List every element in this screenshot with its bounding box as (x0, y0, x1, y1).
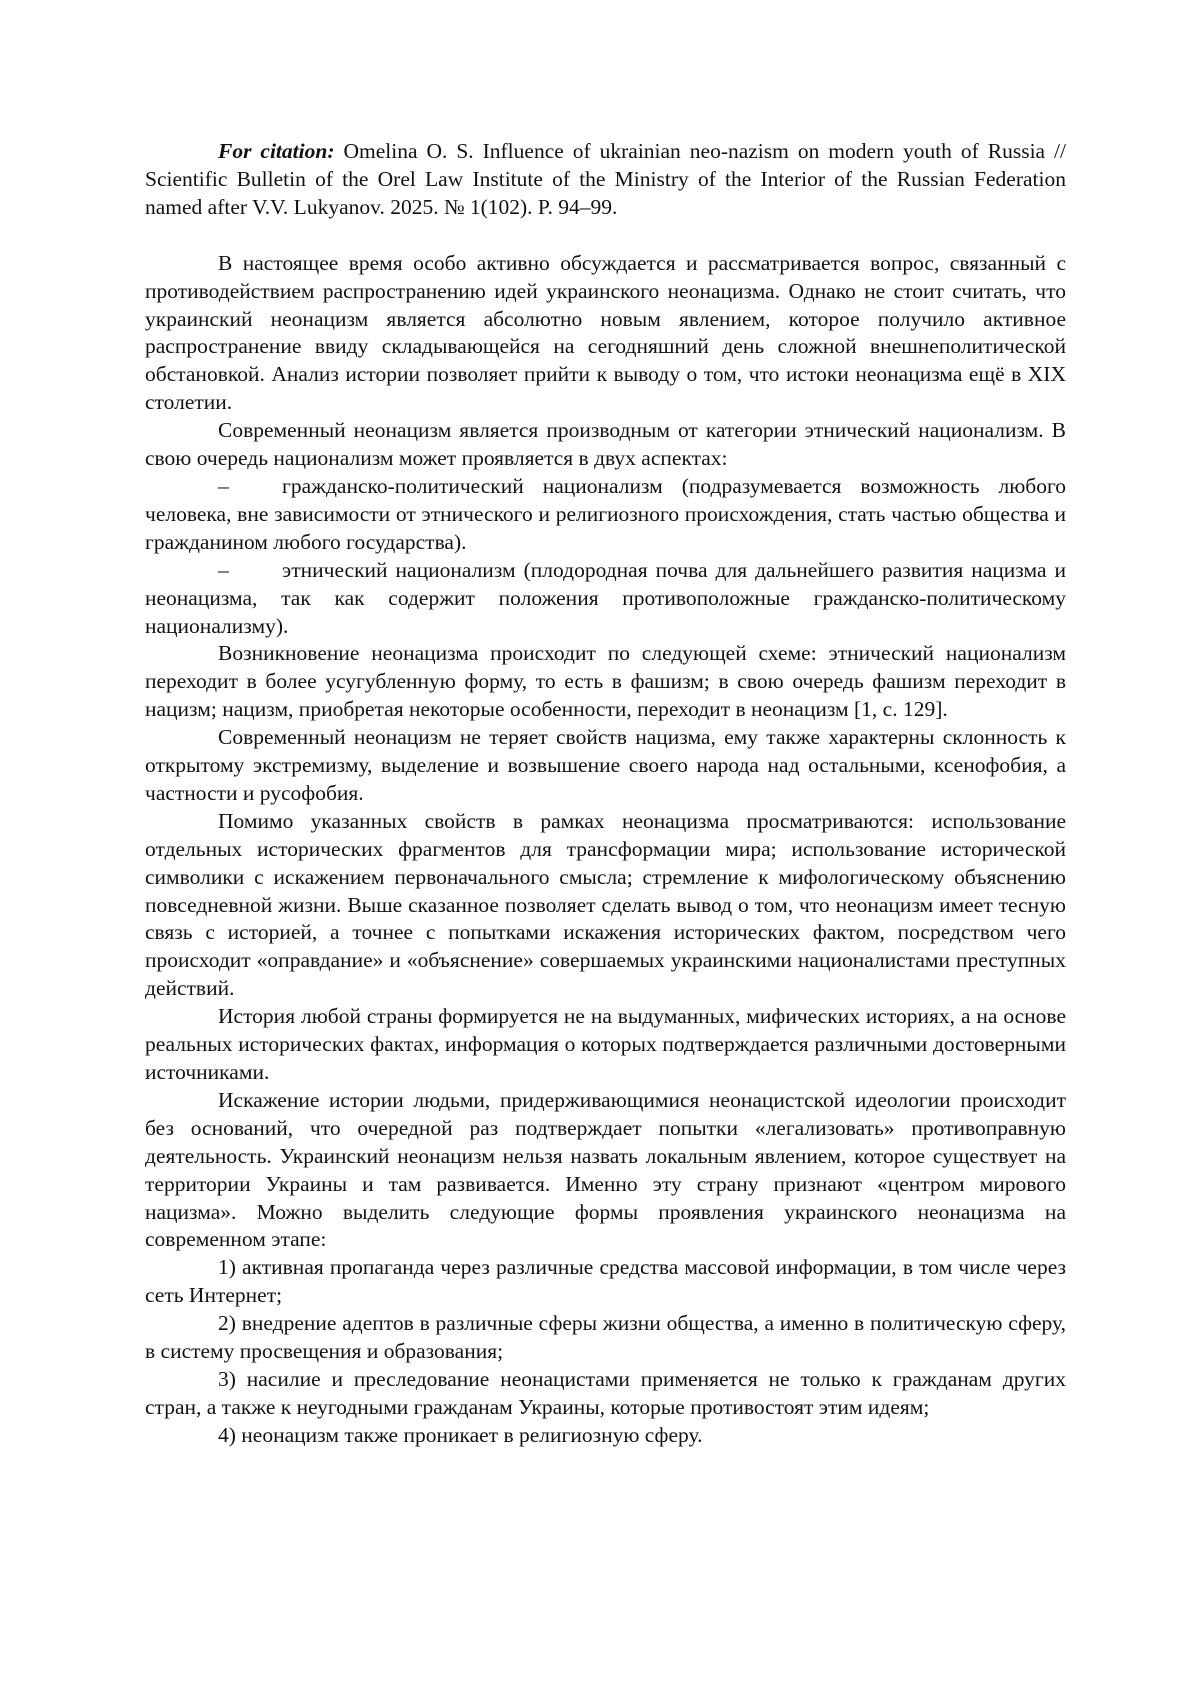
list-item (145, 473, 1066, 557)
paragraph-forms: Искажение истории людьми, придерживающимися неонацистской идеологии происходит без оснований, что очередной раз подтверждает попытки «легализовать» противоправную деятельность. Украинский неонацизм нельзя назвать локальным явлением, которое существует на территории Украины и там развивается. Именно эту страну признают «центром мирового нацизма». Можно выделить следующие формы проявления украинского неонацизма на современном этапе: (145, 1087, 1066, 1254)
citation-lead: For citation: (218, 139, 334, 163)
dash-marker: – (218, 557, 282, 585)
paragraph-real-facts: История любой страны формируется не на выдуманных, мифических историях, а на основе реальных исторических фактах, информация о которых подтверждается различными достоверными источниками. (145, 1003, 1066, 1087)
numbered-item: 2) внедрение адептов в различные сферы жизни общества, а именно в политическую сферу, в систему просвещения и образования; (145, 1310, 1066, 1366)
numbered-item: 1) активная пропаганда через различные средства массовой информации, в том числе через сеть Интернет; (145, 1254, 1066, 1310)
citation-block (145, 138, 1066, 222)
paragraph-properties: Современный неонацизм не теряет свойств нацизма, ему также характерны склонность к открытому экстремизму, выделение и возвышение своего народа над остальными, ксенофобия, а частности и русофобия. (145, 724, 1066, 808)
paragraph-scheme: Возникновение неонацизма происходит по следующей схеме: этнический национализм переходит в более усугубленную форму, то есть в фашизм; в свою очередь фашизм переходит в нацизм; нацизм, приобретая некоторые особенности, переходит в неонацизм [1, с. 129]. (145, 640, 1066, 724)
numbered-item: 3) насилие и преследование неонацистами применяется не только к гражданам других стран, а также к неугодными гражданам Украины, которые противостоят этим идеям; (145, 1366, 1066, 1422)
paragraph-neonazism-origin: Современный неонацизм является производным от категории этнический национализм. В свою очередь национализм может проявляется в двух аспектах: (145, 417, 1066, 473)
dash-marker: – (218, 473, 282, 501)
numbered-item: 4) неонацизм также проникает в религиозную сферу. (145, 1422, 1066, 1450)
list-item-text: этнический национализм (плодородная почва для дальнейшего развития нацизма и неонацизма, так как содержит положения противоположные гражданско-политическому национализму). (145, 558, 1066, 638)
list-item (145, 557, 1066, 641)
document-page (145, 138, 1066, 1450)
paragraph-intro: В настоящее время особо активно обсуждается и рассматривается вопрос, связанный с противодействием распространению идей украинского неонацизма. Однако не стоит считать, что украинский неонацизм является абсолютно новым явлением, которое получило активное распространение ввиду складывающейся на сегодняшний день сложной внешнеполитической обстановкой. Анализ истории позволяет прийти к выводу о том, что истоки неонацизма ещё в XIX столетии. (145, 250, 1066, 417)
list-item-text: гражданско-политический национализм (подразумевается возможность любого человека, вне зависимости от этнического и религиозного происхождения, стать частью общества и гражданином любого государства). (145, 474, 1066, 554)
citation-text: Omelina O. S. Influence of ukrainian neo-nazism on modern youth of Russia // Scientific Bulletin of the Orel Law Institute of the Ministry of the Interior of the Russian Federation named after V.V. Lukyanov. 2025. № 1(102). P. 94–99. (145, 139, 1066, 219)
paragraph-history-link: Помимо указанных свойств в рамках неонацизма просматриваются: использование отдельных исторических фрагментов для трансформации мира; использование исторической символики с искажением первоначального смысла; стремление к мифологическому объяснению повседневной жизни. Выше сказанное позволяет сделать вывод о том, что неонацизм имеет тесную связь с историей, а точнее с попытками искажения исторических фактом, посредством чего происходит «оправдание» и «объяснение» совершаемых украинскими националистами преступных действий. (145, 808, 1066, 1003)
